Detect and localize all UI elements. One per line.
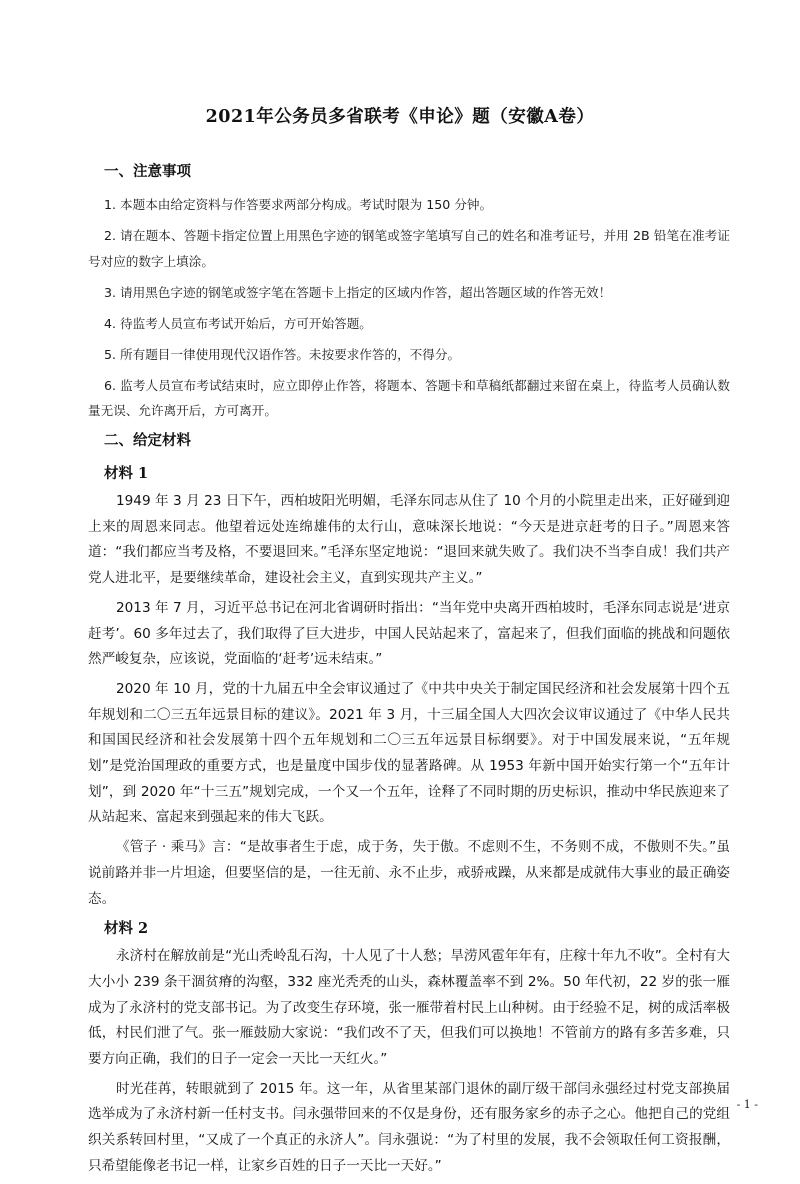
- material-2-label: 材料 2: [104, 920, 149, 938]
- note-item: 4. 待监考人员宣布考试开始后，方可开始答题。: [104, 315, 372, 331]
- material-paragraph: 时光荏苒，转眼就到了 2015 年。这一年，从省里某部门退休的副厅级干部闫永强经过村党支部换届选举成为了永济村新一任村支书。闫永强带回来的不仅是身份，还有服务家乡的赤子之心。他把自己的党组织关系转回村里，“又成了一个真正的永济人”。闫永强说：“为了村里的发展，我不会领取任何工资报酬，只希望能像老书记一样，让家乡百姓的日子一天比一天好。”: [88, 1080, 730, 1174]
- note-item: 3. 请用黑色字迹的钢笔或签字笔在答题卡上指定的区域内作答，超出答题区域的作答无效！: [104, 284, 612, 300]
- material-paragraph: 永济村在解放前是“光山秃岭乱石沟，十人见了十人愁；旱涝风雹年年有，庄稼十年九不收”。全村有大大小小 239 条干涸贫瘠的沟壑，332 座光秃秃的山头，森林覆盖率不到 2%。50 年代初，22 岁的张一雁成为了永济村的党支部书记。为了改变生存环境，张一雁带着村民上山种树。由于经验不足，树的成活率极低，村民们泄了气。张一雁鼓励大家说：“我们改不了天，但我们可以换地！不管前方的路有多苦多难，只要方向正确，我们的日子一定会一天比一天红火。”: [88, 948, 730, 1068]
- material-paragraph: 1949 年 3 月 23 日下午，西柏坡阳光明媚，毛泽东同志从住了 10 个月的小院里走出来，正好碰到迎上来的周恩来同志。他望着远处连绵雄伟的太行山，意味深长地说：“今天是进京赶考的日子。”周恩来答道：“我们都应当考及格，不要退回来。”毛泽东坚定地说：“退回来就失败了。我们决不当李自成！我们共产党人进北平，是要继续革命，建设社会主义，直到实现共产主义。”: [88, 493, 730, 587]
- note-item: 1. 本题本由给定资料与作答要求两部分构成。考试时限为 150 分钟。: [104, 197, 493, 212]
- note-item: 5. 所有题目一律使用现代汉语作答。未按要求作答的，不得分。: [104, 346, 461, 362]
- note-item: 6. 监考人员宣布考试结束时，应立即停止作答，将题本、答题卡和草稿纸都翻过来留在桌上，待监考人员确认数量无误、允许离开后，方可离开。: [88, 377, 730, 418]
- note-item: 2. 请在题本、答题卡指定位置上用黑色字迹的钢笔或签字笔填写自己的姓名和准考证号，并用 2B 铅笔在准考证号对应的数字上填涂。: [88, 228, 730, 269]
- notes-heading: 一、注意事项: [104, 163, 191, 180]
- material-paragraph: 2020 年 10 月，党的十九届五中全会审议通过了《中共中央关于制定国民经济和社会发展第十四个五年规划和二〇三五年远景目标的建议》。2021 年 3 月，十三届全国人大四次会议审议通过了《中华人民共和国国民经济和社会发展第十四个五年规划和二〇三五年远景目标纲要》。对于中国发展来说，“五年规划”是党治国理政的重要方式，也是量度中国步伐的显著路碑。从 1953 年新中国开始实行第一个“五年计划”，到 2020 年“十三五”规划完成，一个又一个五年，诠释了不同时期的历史标识，推动中华民族迎来了从站起来、富起来到强起来的伟大飞跃。: [88, 680, 730, 826]
- material-paragraph: 《管子 · 乘马》言：“是故事者生于虑，成于务，失于傲。不虑则不生，不务则不成，不傲则不失。”虽说前路并非一片坦途，但要坚信的是，一往无前、永不止步，戒骄戒躁，从来都是成就伟大事业的最正确姿态。: [88, 839, 730, 907]
- material-1-label: 材料 1: [104, 465, 149, 482]
- material-paragraph: 2013 年 7 月，习近平总书记在河北省调研时指出：“当年党中央离开西柏坡时，毛泽东同志说是‘进京赶考’。60 多年过去了，我们取得了巨大进步，中国人民站起来了，富起来了，但我们面临的挑战和问题依然严峻复杂，应该说，党面临的‘赶考’远未结束。”: [88, 599, 730, 668]
- page-number: - 1 -: [736, 1098, 758, 1111]
- materials-heading: 二、给定材料: [104, 432, 191, 449]
- page-title: 2021年公务员多省联考《申论》题（安徽A卷）: [205, 107, 595, 127]
- document-body: [88, 160, 730, 1184]
